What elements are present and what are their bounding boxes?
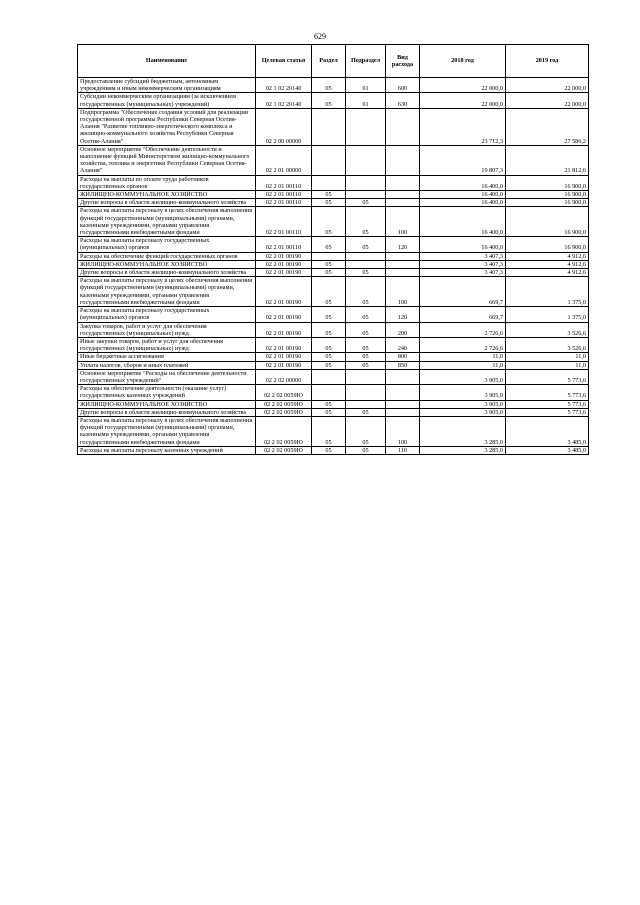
table-row	[78, 353, 589, 361]
row-2018-cell: 23 712,3	[420, 108, 506, 145]
row-2018-cell: 669,7	[420, 307, 506, 322]
row-2018-cell: 16 400,0	[420, 191, 506, 199]
row-vid-cell	[386, 199, 420, 207]
row-podrazdel-cell: 05	[346, 199, 386, 207]
row-code-cell: 02 2 02 00000	[256, 369, 312, 384]
row-razdel-cell: 05	[312, 416, 346, 446]
row-2018-cell: 16 400,0	[420, 199, 506, 207]
row-razdel-cell: 05	[312, 322, 346, 337]
row-2019-cell: 27 586,2	[506, 108, 589, 145]
row-name-cell: Расходы на выплаты персоналу в целях обеспечения выполнения функций государственными (муниципальными) органами, казенными учреждениями, органами управления государственными внебюджетными фондами	[78, 277, 256, 307]
row-podrazdel-cell: 05	[346, 337, 386, 352]
row-code-cell: 02 2 01 00190	[256, 322, 312, 337]
row-2019-cell: 3 526,6	[506, 322, 589, 337]
row-vid-cell: 200	[386, 322, 420, 337]
table-row	[78, 207, 589, 237]
row-code-cell: 02 1 02 20140	[256, 78, 312, 93]
row-2018-cell: 2 726,6	[420, 337, 506, 352]
row-vid-cell	[386, 260, 420, 268]
row-vid-cell	[386, 175, 420, 190]
budget-table	[77, 44, 589, 455]
row-razdel-cell	[312, 175, 346, 190]
row-razdel-cell: 05	[312, 446, 346, 454]
row-razdel-cell: 05	[312, 337, 346, 352]
row-name-cell: Другие вопросы в области жилищно-коммунального хозяйства	[78, 269, 256, 277]
row-podrazdel-cell: 05	[346, 353, 386, 361]
row-name-cell: Расходы на выплаты персоналу в целях обеспечения выполнения функций государственными (муниципальными) органами, казенными учреждениями, органами управления государственными внебюджетными фондами	[78, 207, 256, 237]
row-podrazdel-cell: 05	[346, 207, 386, 237]
row-vid-cell: 630	[386, 93, 420, 108]
row-podrazdel-cell	[346, 252, 386, 260]
row-2019-cell: 16 900,0	[506, 191, 589, 199]
row-podrazdel-cell	[346, 108, 386, 145]
row-name-cell: ЖИЛИЩНО-КОММУНАЛЬНОЕ ХОЗЯЙСТВО	[78, 260, 256, 268]
table-row	[78, 260, 589, 268]
row-2019-cell: 11,0	[506, 353, 589, 361]
row-2018-cell: 3 285,0	[420, 446, 506, 454]
row-2019-cell: 5 773,6	[506, 408, 589, 416]
row-vid-cell	[386, 269, 420, 277]
row-2018-cell: 19 807,3	[420, 145, 506, 175]
row-2018-cell: 3 407,3	[420, 260, 506, 268]
table-row	[78, 322, 589, 337]
row-vid-cell	[386, 400, 420, 408]
header-2018: 2018 год	[420, 45, 506, 78]
table-row	[78, 175, 589, 190]
row-name-cell: ЖИЛИЩНО-КОММУНАЛЬНОЕ ХОЗЯЙСТВО	[78, 191, 256, 199]
row-2018-cell: 11,0	[420, 361, 506, 369]
row-2019-cell: 11,0	[506, 361, 589, 369]
row-vid-cell	[386, 252, 420, 260]
row-code-cell: 02 2 01 00190	[256, 353, 312, 361]
table-row	[78, 237, 589, 252]
row-2019-cell: 16 900,0	[506, 207, 589, 237]
row-podrazdel-cell	[346, 400, 386, 408]
table-row	[78, 269, 589, 277]
row-vid-cell: 100	[386, 277, 420, 307]
row-code-cell: 02 2 01 00190	[256, 361, 312, 369]
header-razdel: Раздел	[312, 45, 346, 78]
row-podrazdel-cell: 01	[346, 93, 386, 108]
row-2019-cell: 4 912,6	[506, 252, 589, 260]
row-vid-cell	[386, 408, 420, 416]
row-2019-cell: 22 000,0	[506, 93, 589, 108]
row-name-cell: Другие вопросы в области жилищно-коммунального хозяйства	[78, 408, 256, 416]
row-razdel-cell	[312, 252, 346, 260]
row-razdel-cell: 05	[312, 353, 346, 361]
row-podrazdel-cell: 05	[346, 416, 386, 446]
row-2019-cell: 21 812,6	[506, 145, 589, 175]
row-podrazdel-cell: 05	[346, 277, 386, 307]
row-razdel-cell: 05	[312, 361, 346, 369]
table-row	[78, 252, 589, 260]
row-2018-cell: 16 400,0	[420, 207, 506, 237]
row-name-cell: Иные бюджетные ассигнования	[78, 353, 256, 361]
row-2018-cell: 3 905,0	[420, 385, 506, 400]
row-vid-cell: 100	[386, 416, 420, 446]
table-row	[78, 108, 589, 145]
row-vid-cell	[386, 108, 420, 145]
header-2019: 2019 год	[506, 45, 589, 78]
table-row	[78, 416, 589, 446]
row-code-cell: 02 2 01 00190	[256, 269, 312, 277]
row-podrazdel-cell: 05	[346, 307, 386, 322]
table-row	[78, 369, 589, 384]
row-vid-cell: 100	[386, 207, 420, 237]
row-code-cell: 02 2 01 00110	[256, 199, 312, 207]
row-podrazdel-cell	[346, 260, 386, 268]
row-2019-cell: 5 773,6	[506, 385, 589, 400]
row-vid-cell: 800	[386, 353, 420, 361]
row-code-cell: 02 2 02 0059Ю	[256, 446, 312, 454]
table-row	[78, 385, 589, 400]
row-code-cell: 02 2 01 00110	[256, 207, 312, 237]
row-name-cell: Уплата налогов, сборов и иных платежей	[78, 361, 256, 369]
row-2019-cell: 1 375,0	[506, 307, 589, 322]
row-razdel-cell	[312, 385, 346, 400]
row-razdel-cell: 05	[312, 400, 346, 408]
row-razdel-cell	[312, 108, 346, 145]
row-razdel-cell: 05	[312, 93, 346, 108]
row-razdel-cell: 05	[312, 260, 346, 268]
table-row	[78, 361, 589, 369]
row-name-cell: Основное мероприятие "Обеспечение деятельности и выполнение функций Министерством жилищно-коммунального хозяйства, топлива и энергетики Республики Северная Осетия-Алания"	[78, 145, 256, 175]
table-row	[78, 199, 589, 207]
row-code-cell: 02 2 01 00110	[256, 191, 312, 199]
row-code-cell: 02 2 01 00110	[256, 237, 312, 252]
header-name: Наименование	[78, 45, 256, 78]
table-row	[78, 400, 589, 408]
row-2018-cell: 2 726,6	[420, 322, 506, 337]
row-code-cell: 02 2 01 00190	[256, 307, 312, 322]
row-2019-cell: 16 900,0	[506, 237, 589, 252]
table-row	[78, 277, 589, 307]
row-code-cell: 02 2 01 00000	[256, 145, 312, 175]
row-2018-cell: 16 400,0	[420, 175, 506, 190]
row-code-cell: 02 2 00 00000	[256, 108, 312, 145]
row-2019-cell: 22 000,0	[506, 78, 589, 93]
row-code-cell: 02 2 02 0059Ю	[256, 408, 312, 416]
row-vid-cell	[386, 145, 420, 175]
row-vid-cell	[386, 385, 420, 400]
row-vid-cell: 120	[386, 307, 420, 322]
row-name-cell: Другие вопросы в области жилищно-коммунального хозяйства	[78, 199, 256, 207]
row-razdel-cell: 05	[312, 78, 346, 93]
row-code-cell: 02 2 01 00190	[256, 252, 312, 260]
row-name-cell: Основное мероприятие "Расходы на обеспечение деятельности государственных учреждений"	[78, 369, 256, 384]
row-name-cell: Расходы на выплаты персоналу казенных учреждений	[78, 446, 256, 454]
row-podrazdel-cell: 01	[346, 78, 386, 93]
row-2018-cell: 16 400,0	[420, 237, 506, 252]
row-name-cell: Подпрограмма "Обеспечение создания условий для реализации государственной программы Республики Северная Осетия-Алания "Развитие топливно-энергетического комплекса и жилищно-коммунального хозяйства Республики Северная Осетия-Алания"	[78, 108, 256, 145]
row-razdel-cell: 05	[312, 237, 346, 252]
row-name-cell: Иные закупки товаров, работ и услуг для обеспечения государственных (муниципальных) нужд	[78, 337, 256, 352]
table-row	[78, 337, 589, 352]
row-code-cell: 02 2 01 00190	[256, 277, 312, 307]
table-row	[78, 191, 589, 199]
row-vid-cell: 120	[386, 237, 420, 252]
row-code-cell: 02 2 02 0059Ю	[256, 416, 312, 446]
table-row	[78, 78, 589, 93]
row-code-cell: 02 2 01 00190	[256, 337, 312, 352]
header-vid: Вид расхода	[386, 45, 420, 78]
row-podrazdel-cell	[346, 191, 386, 199]
row-name-cell: Расходы на обеспечение функций государственных органов	[78, 252, 256, 260]
header-code: Целевая статья	[256, 45, 312, 78]
row-2018-cell: 3 905,0	[420, 400, 506, 408]
row-code-cell: 02 2 02 0059Ю	[256, 385, 312, 400]
row-2018-cell: 3 905,0	[420, 408, 506, 416]
row-2019-cell: 5 773,6	[506, 400, 589, 408]
row-podrazdel-cell: 05	[346, 446, 386, 454]
row-vid-cell: 600	[386, 78, 420, 93]
row-2019-cell: 3 485,0	[506, 416, 589, 446]
row-razdel-cell: 05	[312, 207, 346, 237]
table-row	[78, 446, 589, 454]
row-podrazdel-cell: 05	[346, 408, 386, 416]
row-2018-cell: 22 000,0	[420, 78, 506, 93]
row-name-cell: Расходы на обеспечение деятельности (оказание услуг) государственных казенных учреждений	[78, 385, 256, 400]
row-2018-cell: 3 285,0	[420, 416, 506, 446]
row-name-cell: ЖИЛИЩНО-КОММУНАЛЬНОЕ ХОЗЯЙСТВО	[78, 400, 256, 408]
row-code-cell: 02 2 02 0059Ю	[256, 400, 312, 408]
row-razdel-cell: 05	[312, 191, 346, 199]
row-podrazdel-cell	[346, 175, 386, 190]
row-name-cell: Расходы на выплаты по оплате труда работников государственных органов	[78, 175, 256, 190]
row-name-cell: Расходы на выплаты персоналу государственных (муниципальных) органов	[78, 307, 256, 322]
row-2019-cell: 16 900,0	[506, 175, 589, 190]
row-2018-cell: 3 407,3	[420, 269, 506, 277]
table-row	[78, 145, 589, 175]
row-razdel-cell: 05	[312, 269, 346, 277]
page-number: 629	[314, 32, 326, 41]
table-row	[78, 408, 589, 416]
row-2018-cell: 22 000,0	[420, 93, 506, 108]
row-razdel-cell: 05	[312, 199, 346, 207]
row-podrazdel-cell	[346, 369, 386, 384]
row-2019-cell: 4 912,6	[506, 260, 589, 268]
row-vid-cell: 850	[386, 361, 420, 369]
row-razdel-cell: 05	[312, 307, 346, 322]
row-podrazdel-cell	[346, 385, 386, 400]
row-podrazdel-cell	[346, 145, 386, 175]
row-name-cell: Закупка товаров, работ и услуг для обеспечения государственных (муниципальных) нужд	[78, 322, 256, 337]
row-razdel-cell	[312, 145, 346, 175]
row-2018-cell: 3 905,0	[420, 369, 506, 384]
row-razdel-cell: 05	[312, 408, 346, 416]
row-2019-cell: 5 773,6	[506, 369, 589, 384]
row-2018-cell: 669,7	[420, 277, 506, 307]
row-2019-cell: 4 912,6	[506, 269, 589, 277]
row-vid-cell: 110	[386, 446, 420, 454]
row-name-cell: Субсидии некоммерческим организациям (за исключением государственных (муниципальных) учреждений)	[78, 93, 256, 108]
row-name-cell: Расходы на выплаты персоналу в целях обеспечения выполнения функций государственными (муниципальными) органами, казенными учреждениями, органами управления государственными внебюджетными фондами	[78, 416, 256, 446]
row-2019-cell: 1 375,0	[506, 277, 589, 307]
row-razdel-cell	[312, 369, 346, 384]
row-vid-cell	[386, 369, 420, 384]
row-podrazdel-cell: 05	[346, 322, 386, 337]
table-header-row	[78, 45, 589, 78]
row-code-cell: 02 1 02 20140	[256, 93, 312, 108]
table-row	[78, 93, 589, 108]
row-podrazdel-cell: 05	[346, 361, 386, 369]
row-vid-cell: 240	[386, 337, 420, 352]
header-podrazdel: Подраздел	[346, 45, 386, 78]
row-podrazdel-cell: 05	[346, 237, 386, 252]
row-name-cell: Предоставление субсидий бюджетным, автономным учреждениям и иным некоммерческим организациям	[78, 78, 256, 93]
row-name-cell: Расходы на выплаты персоналу государственных (муниципальных) органов	[78, 237, 256, 252]
table-row	[78, 307, 589, 322]
row-2019-cell: 3 485,0	[506, 446, 589, 454]
row-vid-cell	[386, 191, 420, 199]
row-2018-cell: 11,0	[420, 353, 506, 361]
row-podrazdel-cell: 05	[346, 269, 386, 277]
row-2018-cell: 3 407,3	[420, 252, 506, 260]
row-2019-cell: 3 526,6	[506, 337, 589, 352]
row-code-cell: 02 2 01 00110	[256, 175, 312, 190]
row-razdel-cell: 05	[312, 277, 346, 307]
row-2019-cell: 16 900,0	[506, 199, 589, 207]
row-code-cell: 02 2 01 00190	[256, 260, 312, 268]
